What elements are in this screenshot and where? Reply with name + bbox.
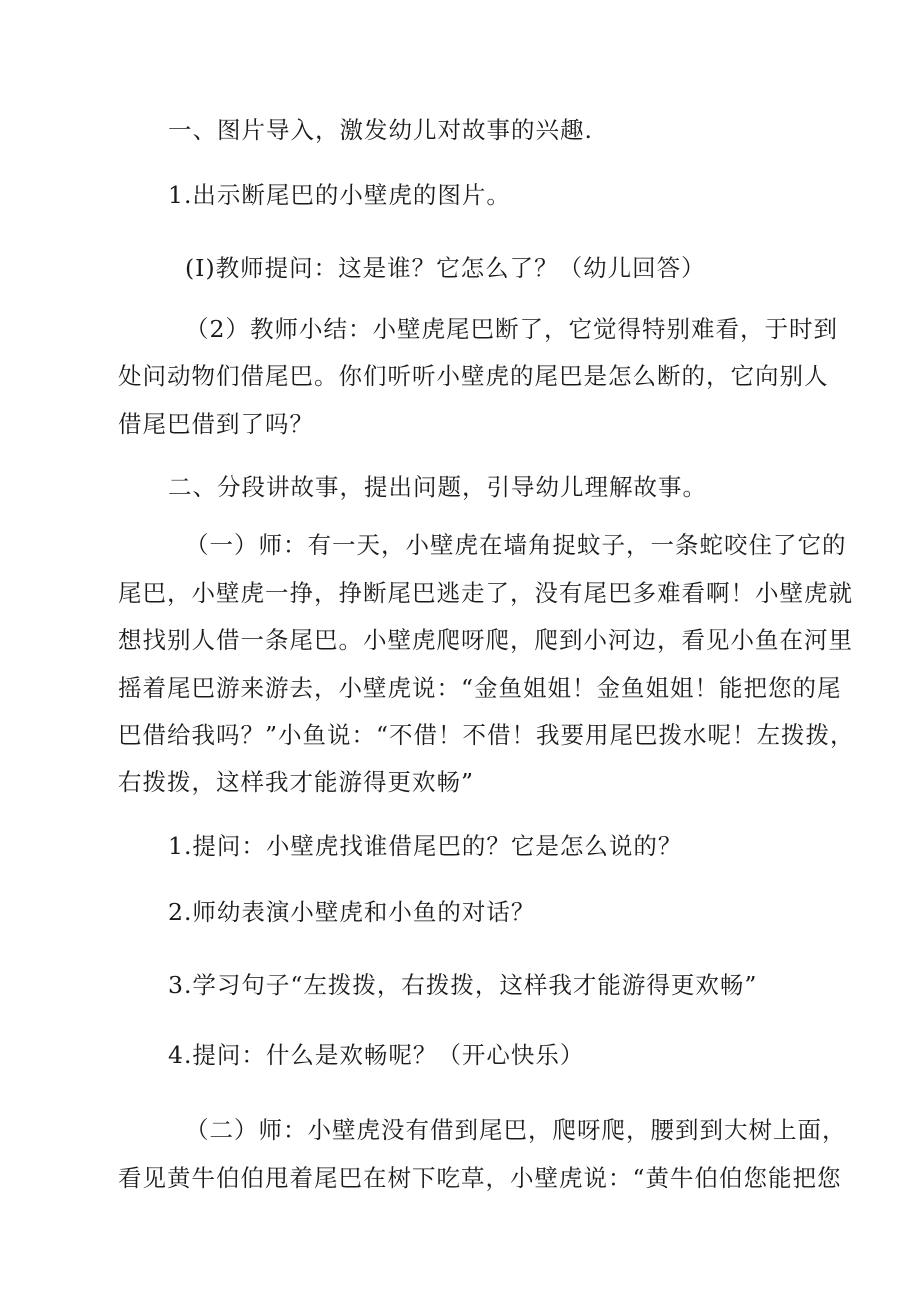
numbered-item: 2.师幼表演小壁虎和小鱼的对话？ [168,898,536,926]
heading-section-1: 一、图片导入，激发幼儿对故事的兴趣. [168,116,593,144]
sub-item-1: (I)教师提问：这是谁？它怎么了？（幼儿回答） [185,254,706,282]
numbered-item: 3.学习句子“左拨拨，右拨拨，这样我才能游得更欢畅” [168,971,758,999]
paragraph-line: 巴借给我吗？”小鱼说：“不借！不借！我要用尾巴拨水呢！左拨拨， [118,721,855,749]
numbered-item: 1.提问：小壁虎找谁借尾巴的？它是怎么说的？ [168,832,683,860]
paragraph-line: 摇着尾巴游来游去，小壁虎说：“金鱼姐姐！金鱼姐姐！能把您的尾 [118,674,842,702]
paragraph-line: 想找别人借一条尾巴。小壁虎爬呀爬，爬到小河边，看见小鱼在河里 [118,626,853,654]
heading-section-2: 二、分段讲故事，提出问题，引导幼儿理解故事。 [168,473,707,501]
paragraph-line: （二）师：小壁虎没有借到尾巴，爬呀爬，腰到到大树上面， [185,1116,847,1144]
paragraph-line: （2）教师小结：小壁虎尾巴断了，它觉得特别难看，于时到 [185,315,838,343]
numbered-item-1: 1.出示断尾巴的小壁虎的图片。 [168,181,511,209]
paragraph-line: 借尾巴借到了吗？ [118,410,314,438]
numbered-item: 4.提问：什么是欢畅呢？（开心快乐） [168,1041,585,1069]
paragraph-line: （一）师：有一天，小壁虎在墙角捉蚊子，一条蛇咬住了它的 [185,531,847,559]
paragraph-line: 尾巴，小壁虎一挣，挣断尾巴逃走了，没有尾巴多难看啊！小壁虎就 [118,579,853,607]
paragraph-line: 处问动物们借尾巴。你们听听小壁虎的尾巴是怎么断的，它向别人 [118,362,829,390]
paragraph-line: 看见黄牛伯伯甩着尾巴在树下吃草，小壁虎说：“黄牛伯伯您能把您 [118,1164,842,1192]
paragraph-line: 右拨拨，这样我才能游得更欢畅” [118,768,475,796]
